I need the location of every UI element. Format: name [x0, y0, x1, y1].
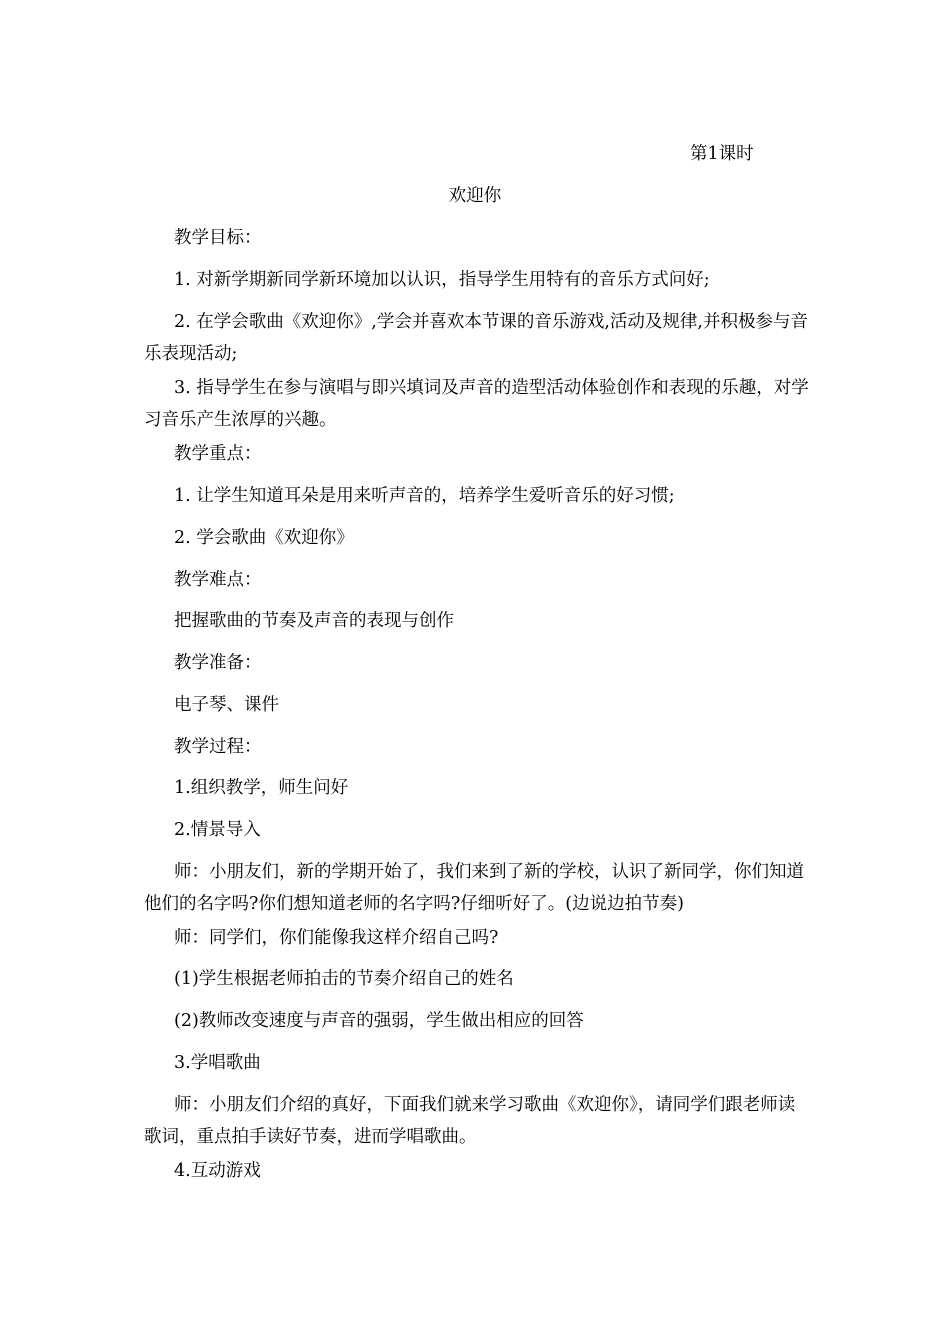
goal-item-2: 2. 在学会歌曲《欢迎你》,学会并喜欢本节课的音乐游戏,活动及规律,并积极参与音乐表现活动; [144, 312, 808, 364]
key-point-item-1: 1. 让学生知道耳朵是用来听声音的，培养学生爱听音乐的好习惯; [174, 486, 675, 506]
process-step-4: 4.互动游戏 [174, 1161, 261, 1181]
difficulties-text: 把握歌曲的节奏及声音的表现与创作 [174, 611, 454, 631]
key-points-heading: 教学重点： [174, 444, 262, 464]
process-step-3: 3.学唱歌曲 [174, 1053, 261, 1073]
goal-item-1: 1. 对新学期新同学新环境加以认识，指导学生用特有的音乐方式问好; [174, 270, 710, 290]
lesson-title: 欢迎你 [448, 186, 502, 206]
process-heading: 教学过程： [174, 737, 262, 757]
difficulties-heading: 教学难点： [174, 570, 262, 590]
process-step-2: 2.情景导入 [174, 820, 261, 840]
process-paragraph-2: 师：同学们，你们能像我这样介绍自己吗? [174, 928, 499, 948]
key-point-item-2: 2. 学会歌曲《欢迎你》 [174, 528, 354, 548]
preparation-text: 电子琴、课件 [174, 695, 279, 715]
process-sub-item-2: (2)教师改变速度与声音的强弱，学生做出相应的回答 [174, 1011, 584, 1031]
goals-heading: 教学目标： [174, 228, 262, 248]
lesson-tag: 第1课时 [690, 144, 754, 164]
goal-item-3: 3. 指导学生在参与演唱与即兴填词及声音的造型活动体验创作和表现的乐趣，对学习音乐产生浓厚的兴趣。 [144, 378, 809, 430]
process-step-1: 1.组织教学，师生问好 [174, 778, 349, 798]
process-paragraph-1: 师：小朋友们，新的学期开始了，我们来到了新的学校，认识了新同学，你们知道他们的名字吗?你们想知道老师的名字吗?仔细听好了。(边说边拍节奏) [144, 862, 804, 914]
preparation-heading: 教学准备： [174, 653, 262, 673]
process-paragraph-3: 师：小朋友们介绍的真好，下面我们就来学习歌曲《欢迎你》，请同学们跟老师读歌词，重点拍手读好节奏，进而学唱歌曲。 [144, 1095, 796, 1147]
process-sub-item-1: (1)学生根据老师拍击的节奏介绍自己的姓名 [174, 969, 514, 989]
